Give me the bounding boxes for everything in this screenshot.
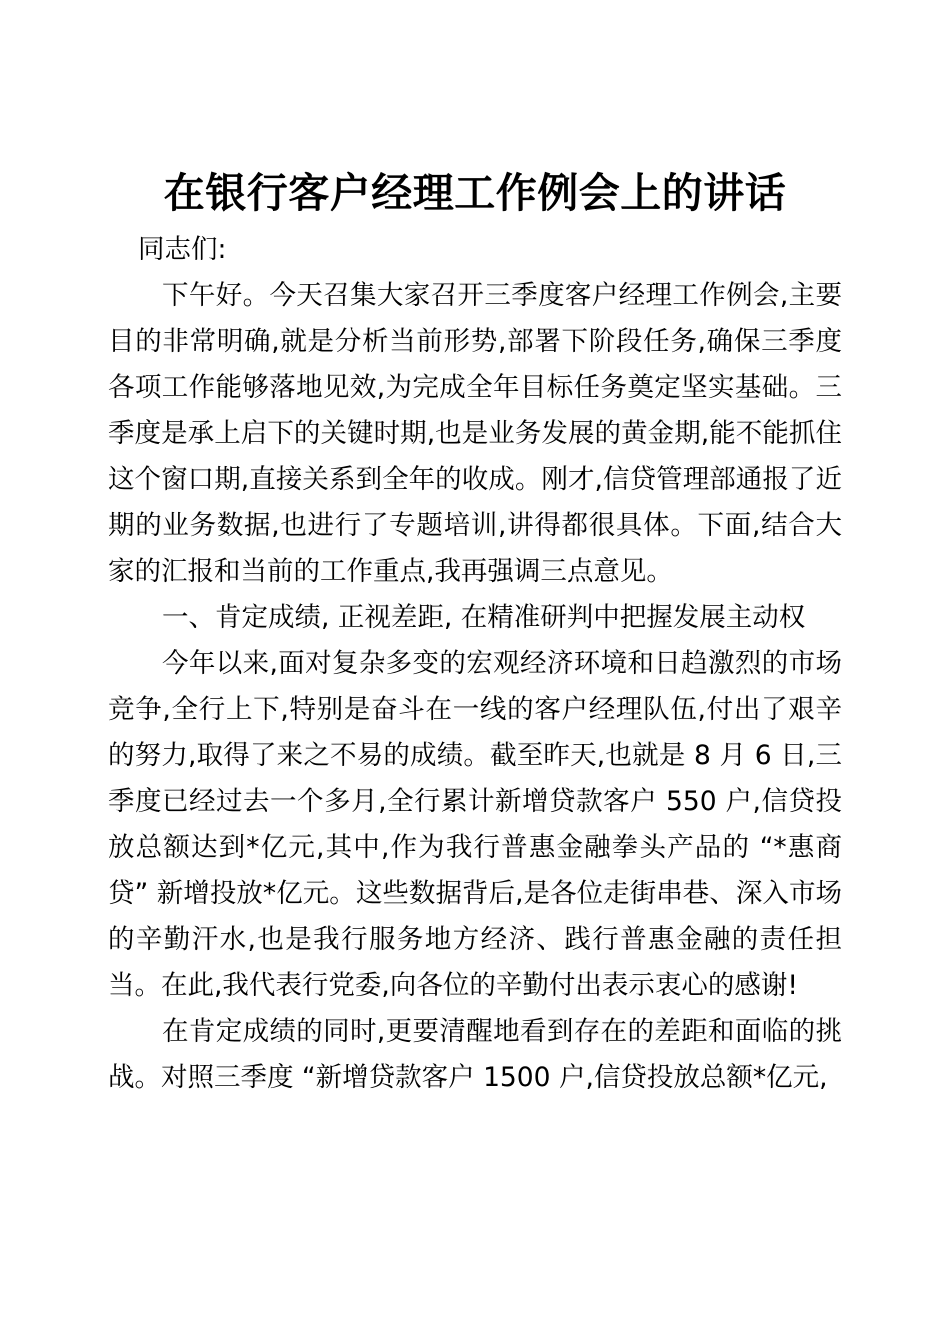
page-title: 在银行客户经理工作例会上的讲话 — [163, 169, 787, 217]
section-heading-one: 一、肯定成绩, 正视差距, 在精准研判中把握发展主动权 — [162, 602, 806, 634]
paragraph-salutation: 同志们: — [138, 234, 227, 266]
paragraph-body-2: 在肯定成绩的同时,更要清醒地看到存在的差距和面临的挑战。对照三季度 “新增贷款客户 1500 户,信贷投放总额*亿元, — [108, 1016, 842, 1094]
paragraph-opening: 下午好。今天召集大家召开三季度客户经理工作例会,主要目的非常明确,就是分析当前形势,部署下阶段任务,确保三季度各项工作能够落地见效,为完成全年目标任务奠定坚实基础。三季度是承上启下的关键时期,也是业务发展的黄金期,能不能抓住这个窗口期,直接关系到全年的收成。刚才,信贷管理部通报了近期的业务数据,也进行了专题培训,讲得都很具体。下面,结合大家的汇报和当前的工作重点,我再强调三点意见。 — [108, 280, 842, 588]
paragraph-body-1: 今年以来,面对复杂多变的宏观经济环境和日趋激烈的市场竞争,全行上下,特别是奋斗在一线的客户经理队伍,付出了艰辛的努力,取得了来之不易的成绩。截至昨天,也就是 8 月 6 日,三季度已经过去一个多月,全行累计新增贷款客户 550 户,信贷投放总额达到*亿元,其中,作为我行普惠金融拳头产品的 “*惠商贷” 新增投放*亿元。这些数据背后,是各位走街串巷、深入市场的辛勤汗水,也是我行服务地方经济、践行普惠金融的责任担当。在此,我代表行党委,向各位的辛勤付出表示衷心的感谢! — [108, 648, 842, 1002]
